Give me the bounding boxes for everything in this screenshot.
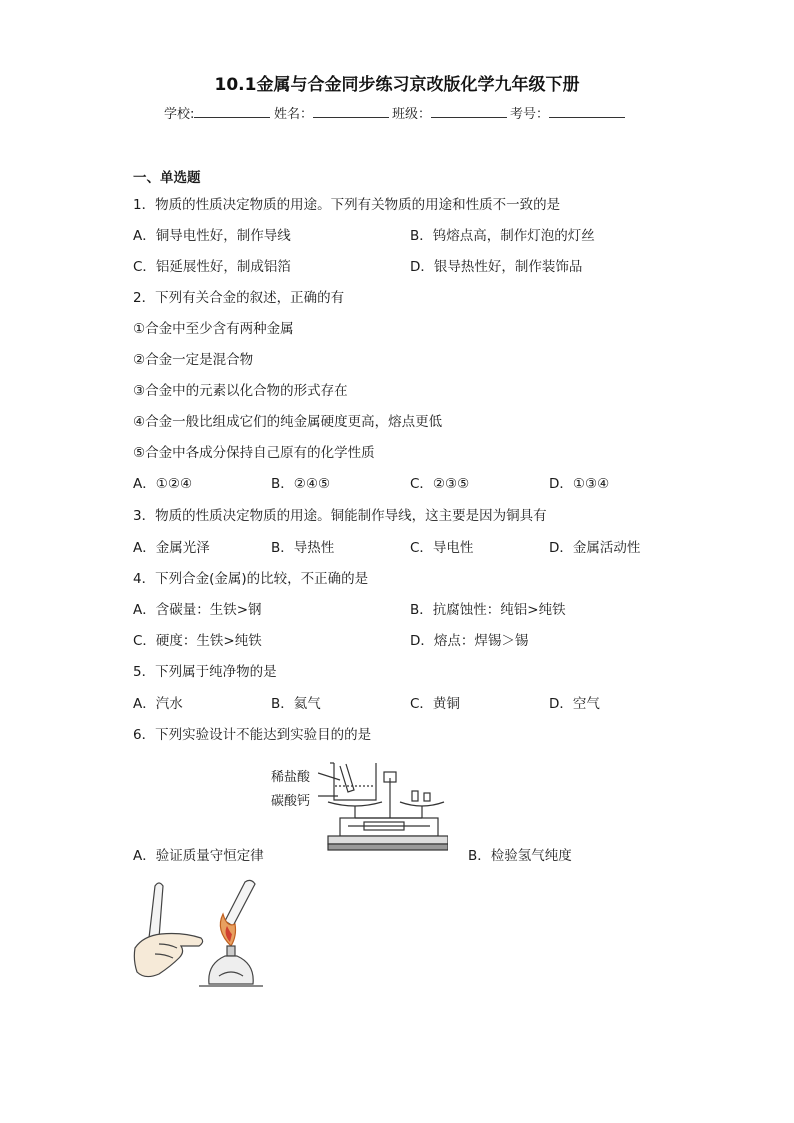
school-label: 学校: <box>164 107 195 122</box>
q2-option-a: A．①②④ <box>133 476 193 492</box>
q1-option-b: B．钨熔点高，制作灯泡的灯丝 <box>410 228 595 244</box>
q1-option-a: A．铜导电性好，制作导线 <box>133 228 291 244</box>
q1-option-d: D．银导热性好，制作装饰品 <box>410 259 583 275</box>
q2-statement-2: ②合金一定是混合物 <box>133 352 254 368</box>
q2-statement-3: ③合金中的元素以化合物的形式存在 <box>133 383 348 399</box>
school-field <box>164 103 270 122</box>
q5-option-d: D．空气 <box>549 696 600 712</box>
exam-number-field <box>510 103 625 122</box>
page-title: 10.1金属与合金同步练习京改版化学九年级下册 <box>214 75 580 95</box>
exam-number-blank[interactable] <box>549 103 625 118</box>
balance-apparatus-figure <box>318 758 448 858</box>
q4-option-b: B．抗腐蚀性：纯铝>纯铁 <box>410 602 566 618</box>
question-1-stem: 1．物质的性质决定物质的用途。下列有关物质的用途和性质不一致的是 <box>133 197 561 213</box>
q2-option-c: C．②③⑤ <box>410 476 470 492</box>
q2-statement-5: ⑤合金中各成分保持自己原有的化学性质 <box>133 445 375 461</box>
question-3-stem: 3．物质的性质决定物质的用途。铜能制作导线，这主要是因为铜具有 <box>133 508 547 524</box>
q3-option-d: D．金属活动性 <box>549 540 641 556</box>
q3-option-b: B．导热性 <box>271 540 335 556</box>
name-blank[interactable] <box>313 103 389 118</box>
label-calcium-carbonate: 碳酸钙 <box>271 794 311 809</box>
q4-option-c: C．硬度：生铁>纯铁 <box>133 633 262 649</box>
q2-option-b: B．②④⑤ <box>271 476 331 492</box>
q6-option-b: B．检验氢气纯度 <box>468 848 572 864</box>
class-field <box>392 103 507 122</box>
class-label: 班级： <box>392 107 432 122</box>
section-heading: 一、单选题 <box>133 170 201 186</box>
q5-option-c: C．黄铜 <box>410 696 460 712</box>
name-label: 姓名： <box>274 107 314 122</box>
name-field <box>274 103 389 122</box>
question-2-stem: 2．下列有关合金的叙述，正确的有 <box>133 290 345 306</box>
q2-option-d: D．①③④ <box>549 476 610 492</box>
q5-option-b: B．氦气 <box>271 696 321 712</box>
q5-option-a: A．汽水 <box>133 696 183 712</box>
school-blank[interactable] <box>194 103 270 118</box>
q6-option-a: A．验证质量守恒定律 <box>133 848 264 864</box>
q2-statement-1: ①合金中至少含有两种金属 <box>133 321 294 337</box>
q3-option-a: A．金属光泽 <box>133 540 210 556</box>
exam-number-label: 考号： <box>510 107 550 122</box>
class-blank[interactable] <box>431 103 507 118</box>
q1-option-c: C．铝延展性好，制成铝箔 <box>133 259 291 275</box>
question-6-stem: 6．下列实验设计不能达到实验目的的是 <box>133 727 372 743</box>
question-5-stem: 5．下列属于纯净物的是 <box>133 664 277 680</box>
hydrogen-purity-test-figure <box>133 876 268 991</box>
label-dilute-hcl: 稀盐酸 <box>271 770 311 785</box>
q4-option-d: D．熔点：焊锡＞锡 <box>410 633 529 649</box>
question-4-stem: 4．下列合金(金属)的比较，不正确的是 <box>133 571 369 587</box>
q3-option-c: C．导电性 <box>410 540 474 556</box>
q4-option-a: A．含碳量：生铁>钢 <box>133 602 262 618</box>
q2-statement-4: ④合金一般比组成它们的纯金属硬度更高，熔点更低 <box>133 414 443 430</box>
